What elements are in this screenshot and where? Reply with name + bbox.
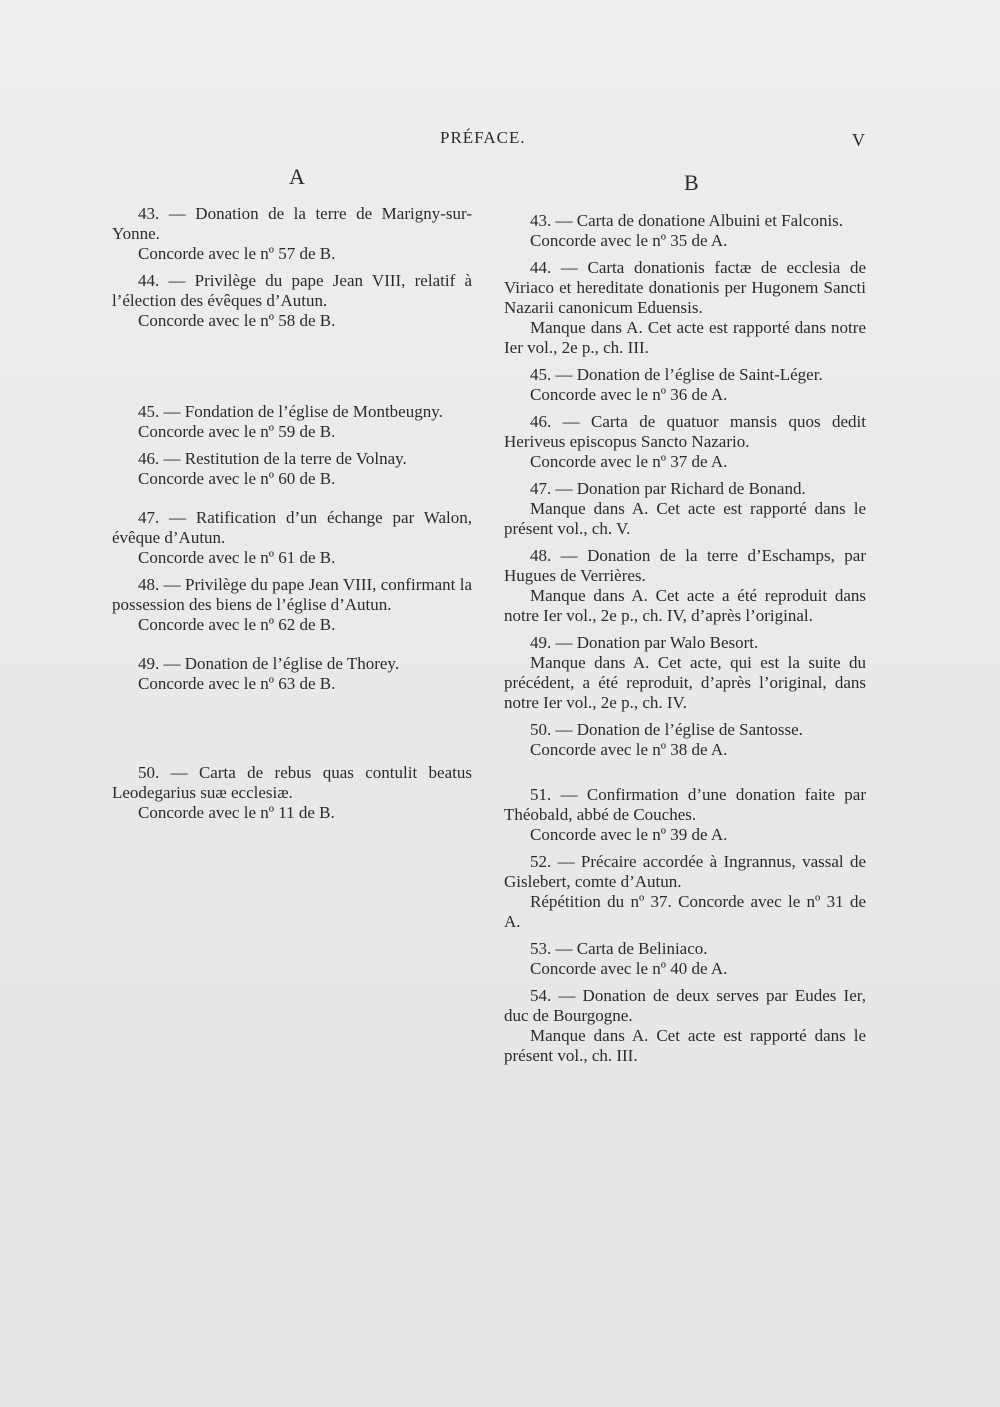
entry-title: 51. — Confirmation d’une donation faite par Théobald, abbé de Couches.	[504, 785, 866, 824]
entry-b-53	[504, 939, 866, 979]
entry-note: Concorde avec le nº 59 de B.	[138, 422, 336, 441]
entry-a-45	[112, 402, 472, 442]
entry-a-47	[112, 508, 472, 568]
entry-note: Manque dans A. Cet acte, qui est la suite du précédent, a été reproduit, d’après l’original, dans notre Ier vol., 2e p., ch. IV.	[504, 653, 866, 712]
entry-title: 50. — Carta de rebus quas contulit beatus Leodegarius suæ ecclesiæ.	[112, 763, 472, 802]
column-a	[112, 204, 472, 830]
entry-title: 45. — Donation de l’église de Saint-Léger.	[530, 365, 823, 384]
entry-note: Concorde avec le nº 37 de A.	[530, 452, 728, 471]
entry-a-48	[112, 575, 472, 635]
entry-note: Concorde avec le nº 57 de B.	[138, 244, 336, 263]
entry-a-43	[112, 204, 472, 264]
entry-note: Manque dans A. Cet acte est rapporté dans le présent vol., ch. III.	[504, 1026, 866, 1065]
entry-b-45	[504, 365, 866, 405]
running-title: PRÉFACE.	[440, 128, 526, 147]
entry-title: 50. — Donation de l’église de Santosse.	[530, 720, 803, 739]
entry-note: Concorde avec le nº 36 de A.	[530, 385, 728, 404]
entry-title: 43. — Carta de donatione Albuini et Falconis.	[530, 211, 844, 230]
entry-note: Manque dans A. Cet acte est rapporté dans le présent vol., ch. V.	[504, 499, 866, 538]
entry-note: Concorde avec le nº 39 de A.	[530, 825, 728, 844]
entry-title: 46. — Restitution de la terre de Volnay.	[138, 449, 407, 468]
entry-b-49	[504, 633, 866, 713]
entry-title: 46. — Carta de quatuor mansis quos dedit Heriveus episcopus Sancto Nazario.	[504, 412, 866, 451]
column-a-heading: A	[289, 164, 305, 189]
entry-note: Concorde avec le nº 11 de B.	[138, 803, 335, 822]
entry-title: 54. — Donation de deux serves par Eudes Ier, duc de Bourgogne.	[504, 986, 866, 1025]
entry-note: Concorde avec le nº 61 de B.	[138, 548, 336, 567]
entry-b-54	[504, 986, 866, 1066]
column-b-heading: B	[684, 170, 699, 195]
entry-b-47	[504, 479, 866, 539]
entry-note: Manque dans A. Cet acte est rapporté dans notre Ier vol., 2e p., ch. III.	[504, 318, 866, 357]
entry-title: 43. — Donation de la terre de Marigny-sur-Yonne.	[112, 204, 472, 243]
entry-a-49	[112, 654, 472, 694]
entry-b-52	[504, 852, 866, 932]
page-number: V	[852, 130, 865, 150]
entry-b-46	[504, 412, 866, 472]
entry-note: Concorde avec le nº 35 de A.	[530, 231, 728, 250]
entry-a-44	[112, 271, 472, 331]
entry-note: Concorde avec le nº 62 de B.	[138, 615, 336, 634]
entry-title: 48. — Privilège du pape Jean VIII, confirmant la possession des biens de l’église d’Autun.	[112, 575, 472, 614]
entry-note: Concorde avec le nº 63 de B.	[138, 674, 336, 693]
entry-note: Répétition du nº 37. Concorde avec le nº 31 de A.	[504, 892, 866, 931]
entry-title: 45. — Fondation de l’église de Montbeugny.	[138, 402, 443, 421]
entry-note: Concorde avec le nº 58 de B.	[138, 311, 336, 330]
entry-b-50	[504, 720, 866, 760]
entry-title: 47. — Donation par Richard de Bonand.	[530, 479, 806, 498]
entry-title: 53. — Carta de Beliniaco.	[530, 939, 708, 958]
entry-note: Manque dans A. Cet acte a été reproduit dans notre Ier vol., 2e p., ch. IV, d’après l’original.	[504, 586, 866, 625]
running-head	[0, 128, 1000, 152]
entry-b-43	[504, 211, 866, 251]
entry-title: 49. — Donation par Walo Besort.	[530, 633, 759, 652]
entry-b-48	[504, 546, 866, 626]
entry-title: 44. — Carta donationis factæ de ecclesia de Viriaco et hereditate donationis per Hugonem Sancti Nazarii canonicum Eduensis.	[504, 258, 866, 317]
entry-title: 48. — Donation de la terre d’Eschamps, par Hugues de Verrières.	[504, 546, 866, 585]
entry-title: 49. — Donation de l’église de Thorey.	[138, 654, 400, 673]
entry-a-50	[112, 763, 472, 823]
entry-note: Concorde avec le nº 60 de B.	[138, 469, 336, 488]
entry-b-51	[504, 785, 866, 845]
entry-title: 44. — Privilège du pape Jean VIII, relatif à l’élection des évêques d’Autun.	[112, 271, 472, 310]
entry-note: Concorde avec le nº 40 de A.	[530, 959, 728, 978]
column-b	[504, 211, 866, 1073]
entry-a-46	[112, 449, 472, 489]
entry-b-44	[504, 258, 866, 358]
entry-title: 47. — Ratification d’un échange par Walon, évêque d’Autun.	[112, 508, 472, 547]
entry-note: Concorde avec le nº 38 de A.	[530, 740, 728, 759]
entry-title: 52. — Précaire accordée à Ingrannus, vassal de Gislebert, comte d’Autun.	[504, 852, 866, 891]
